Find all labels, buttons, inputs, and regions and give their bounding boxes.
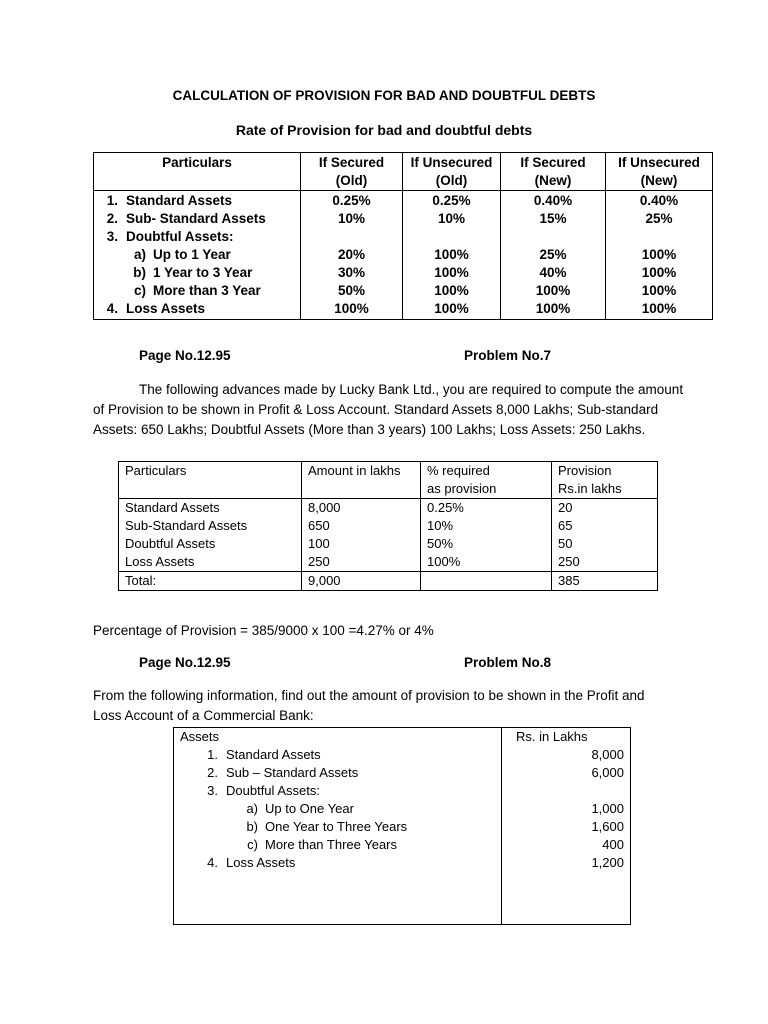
row-value bbox=[502, 782, 624, 800]
cell-value: 250 bbox=[308, 554, 330, 569]
row-label: Up to One Year bbox=[265, 801, 354, 816]
rate-value bbox=[301, 228, 402, 246]
cell-value: 10% bbox=[427, 518, 454, 533]
row-number: 3. bbox=[106, 229, 118, 244]
cell-value: 650 bbox=[308, 518, 330, 533]
problem7-table bbox=[118, 461, 658, 591]
list-item bbox=[174, 746, 501, 764]
row-value: 1,000 bbox=[591, 801, 624, 816]
row-label: Loss Assets bbox=[126, 301, 206, 316]
row-label: Loss Assets bbox=[226, 855, 296, 870]
cell-value: 65 bbox=[558, 518, 573, 533]
row-sub-letter: c) bbox=[133, 283, 146, 298]
total-row bbox=[119, 572, 658, 591]
table-header-row bbox=[174, 728, 631, 747]
table-row bbox=[94, 300, 300, 318]
amount-cell bbox=[302, 499, 421, 572]
cell-value: 100 bbox=[308, 536, 330, 551]
table-row bbox=[119, 499, 658, 572]
rate-value: 0.40% bbox=[639, 193, 679, 208]
row-label: Sub- Standard Assets bbox=[126, 211, 266, 226]
list-item bbox=[174, 800, 501, 818]
rate-value: 100% bbox=[641, 301, 677, 316]
row-label: Standard Assets bbox=[126, 193, 233, 208]
row-value: 8,000 bbox=[591, 747, 624, 762]
col-header-provision: Provision Rs.in lakhs bbox=[552, 462, 658, 499]
col-header-amount: Amount in lakhs bbox=[302, 462, 421, 499]
list-item bbox=[174, 818, 501, 836]
cell-value: 20 bbox=[558, 500, 573, 515]
list-item bbox=[174, 764, 501, 782]
table-header-row bbox=[94, 153, 713, 191]
table-row bbox=[94, 246, 300, 264]
table-row bbox=[94, 264, 300, 282]
page-subheading: Rate of Provision for bad and doubtful debts bbox=[235, 122, 533, 138]
col-header-secured-new: If Secured (New) bbox=[501, 153, 606, 191]
total-amount: 9,000 bbox=[302, 572, 421, 591]
problem8-table bbox=[173, 727, 631, 925]
row-sub-letter: a) bbox=[246, 801, 258, 816]
col-header-unsecured-new: If Unsecured (New) bbox=[606, 153, 713, 191]
rate-value bbox=[403, 228, 500, 246]
problem8-text: From the following information, find out the amount of provision to be shown in the Profit and Loss Account of a Commercial Bank: bbox=[93, 688, 645, 723]
amount-column bbox=[502, 746, 631, 925]
total-provision: 385 bbox=[552, 572, 658, 591]
rate-value: 50% bbox=[337, 283, 366, 298]
cell-value: 0.25% bbox=[427, 500, 464, 515]
unsecured-new-column bbox=[606, 191, 713, 320]
cell-value: 8,000 bbox=[308, 500, 341, 515]
table-body bbox=[94, 191, 713, 320]
rate-value: 100% bbox=[434, 283, 469, 298]
problem7-page-number: Page No.12.95 bbox=[139, 348, 231, 363]
rate-value: 100% bbox=[434, 265, 469, 280]
percent-cell bbox=[421, 499, 552, 572]
row-number: 2. bbox=[207, 765, 218, 780]
secured-old-column bbox=[301, 191, 403, 320]
problem8-page-number: Page No.12.95 bbox=[139, 655, 231, 670]
row-number: 1. bbox=[207, 747, 218, 762]
total-percent bbox=[421, 572, 552, 591]
cell-value: Doubtful Assets bbox=[125, 536, 216, 551]
row-label: Up to 1 Year bbox=[153, 247, 231, 262]
list-item bbox=[174, 854, 501, 872]
col-header-unsecured-old: If Unsecured (Old) bbox=[403, 153, 501, 191]
row-value: 1,600 bbox=[591, 819, 624, 834]
row-sub-letter: b) bbox=[246, 819, 258, 834]
provision-cell bbox=[552, 499, 658, 572]
row-number: 4. bbox=[106, 301, 118, 316]
assets-column bbox=[174, 746, 502, 925]
row-sub-letter: a) bbox=[133, 247, 146, 262]
row-value: 400 bbox=[602, 837, 624, 852]
rate-value bbox=[501, 228, 605, 246]
row-sub-letter: c) bbox=[247, 837, 258, 852]
problem7-title: Problem No.7 bbox=[464, 348, 552, 363]
rate-value: 25% bbox=[539, 247, 567, 262]
rate-value: 0.25% bbox=[332, 193, 371, 208]
cell-value: 50 bbox=[558, 536, 573, 551]
rate-value: 0.25% bbox=[432, 193, 471, 208]
particulars-cell bbox=[119, 499, 302, 572]
cell-value: Loss Assets bbox=[125, 554, 195, 569]
rate-value: 100% bbox=[535, 301, 571, 316]
rate-value: 40% bbox=[539, 265, 567, 280]
total-label: Total: bbox=[119, 572, 302, 591]
rate-value: 10% bbox=[437, 211, 466, 226]
rate-value: 100% bbox=[641, 283, 677, 298]
row-number: 2. bbox=[106, 211, 118, 226]
rate-value: 0.40% bbox=[533, 193, 573, 208]
rate-value: 30% bbox=[337, 265, 366, 280]
rate-value: 15% bbox=[539, 211, 567, 226]
particulars-column bbox=[94, 191, 301, 320]
rate-value: 100% bbox=[641, 247, 677, 262]
list-item bbox=[174, 782, 501, 800]
cell-value: 100% bbox=[427, 554, 461, 569]
table-header-row bbox=[119, 462, 658, 499]
row-label: More than Three Years bbox=[265, 837, 398, 852]
rate-value bbox=[606, 228, 712, 246]
col-header-percent: % required as provision bbox=[421, 462, 552, 499]
row-label: 1 Year to 3 Year bbox=[153, 265, 253, 280]
row-label: Standard Assets bbox=[226, 747, 321, 762]
row-number: 1. bbox=[106, 193, 118, 208]
col-header-secured-old bbox=[301, 153, 403, 191]
rate-value: 25% bbox=[645, 211, 673, 226]
rate-value: 100% bbox=[641, 265, 677, 280]
cell-value: Standard Assets bbox=[125, 500, 220, 515]
rate-value: 100% bbox=[434, 301, 469, 316]
header-line: (Old) bbox=[335, 173, 368, 188]
row-label: Sub – Standard Assets bbox=[226, 765, 359, 780]
row-label: Doubtful Assets: bbox=[226, 783, 320, 798]
row-sub-letter: b) bbox=[133, 265, 146, 280]
table-row bbox=[94, 228, 300, 246]
problem7-text: The following advances made by Lucky Bank Ltd., you are required to compute the amount of Provision to be shown in Profit & Loss Account. Standard Assets 8,000 Lakhs; Sub-standard Assets: 650 Lakhs; Doubtful Assets (More than 3 years) 100 Lakhs; Loss Assets: 250 Lakhs. bbox=[93, 382, 684, 437]
provision-rates-table bbox=[93, 152, 713, 320]
row-value: 1,200 bbox=[591, 855, 624, 870]
rate-value: 10% bbox=[337, 211, 366, 226]
row-number: 4. bbox=[207, 855, 218, 870]
cell-value: Sub-Standard Assets bbox=[125, 518, 248, 533]
row-label: More than 3 Year bbox=[153, 283, 261, 298]
rate-value: 100% bbox=[535, 283, 571, 298]
header-line: If Secured bbox=[318, 155, 385, 170]
problem8-title: Problem No.8 bbox=[464, 655, 552, 670]
col-header-amount: Rs. in Lakhs bbox=[502, 728, 631, 747]
cell-value: 250 bbox=[558, 554, 580, 569]
rate-value: 20% bbox=[337, 247, 366, 262]
table-row bbox=[94, 210, 300, 228]
row-number: 3. bbox=[207, 783, 218, 798]
page-heading: CALCULATION OF PROVISION FOR BAD AND DOUBTFUL DEBTS bbox=[172, 88, 596, 103]
row-label: One Year to Three Years bbox=[265, 819, 408, 834]
row-value: 6,000 bbox=[591, 765, 624, 780]
col-header-particulars: Particulars bbox=[119, 462, 302, 499]
list-item bbox=[174, 836, 501, 854]
col-header-assets: Assets bbox=[174, 728, 502, 747]
table-row bbox=[94, 282, 300, 300]
table-body bbox=[174, 746, 631, 925]
row-label: Doubtful Assets: bbox=[126, 229, 234, 244]
secured-new-column bbox=[501, 191, 606, 320]
rate-value: 100% bbox=[434, 247, 469, 262]
cell-value: 50% bbox=[427, 536, 454, 551]
percentage-of-provision: Percentage of Provision = 385/9000 x 100 =4.27% or 4% bbox=[93, 623, 434, 638]
unsecured-old-column bbox=[403, 191, 501, 320]
rate-value: 100% bbox=[334, 301, 369, 316]
col-header-particulars: Particulars bbox=[94, 153, 301, 191]
table-row bbox=[94, 192, 300, 210]
